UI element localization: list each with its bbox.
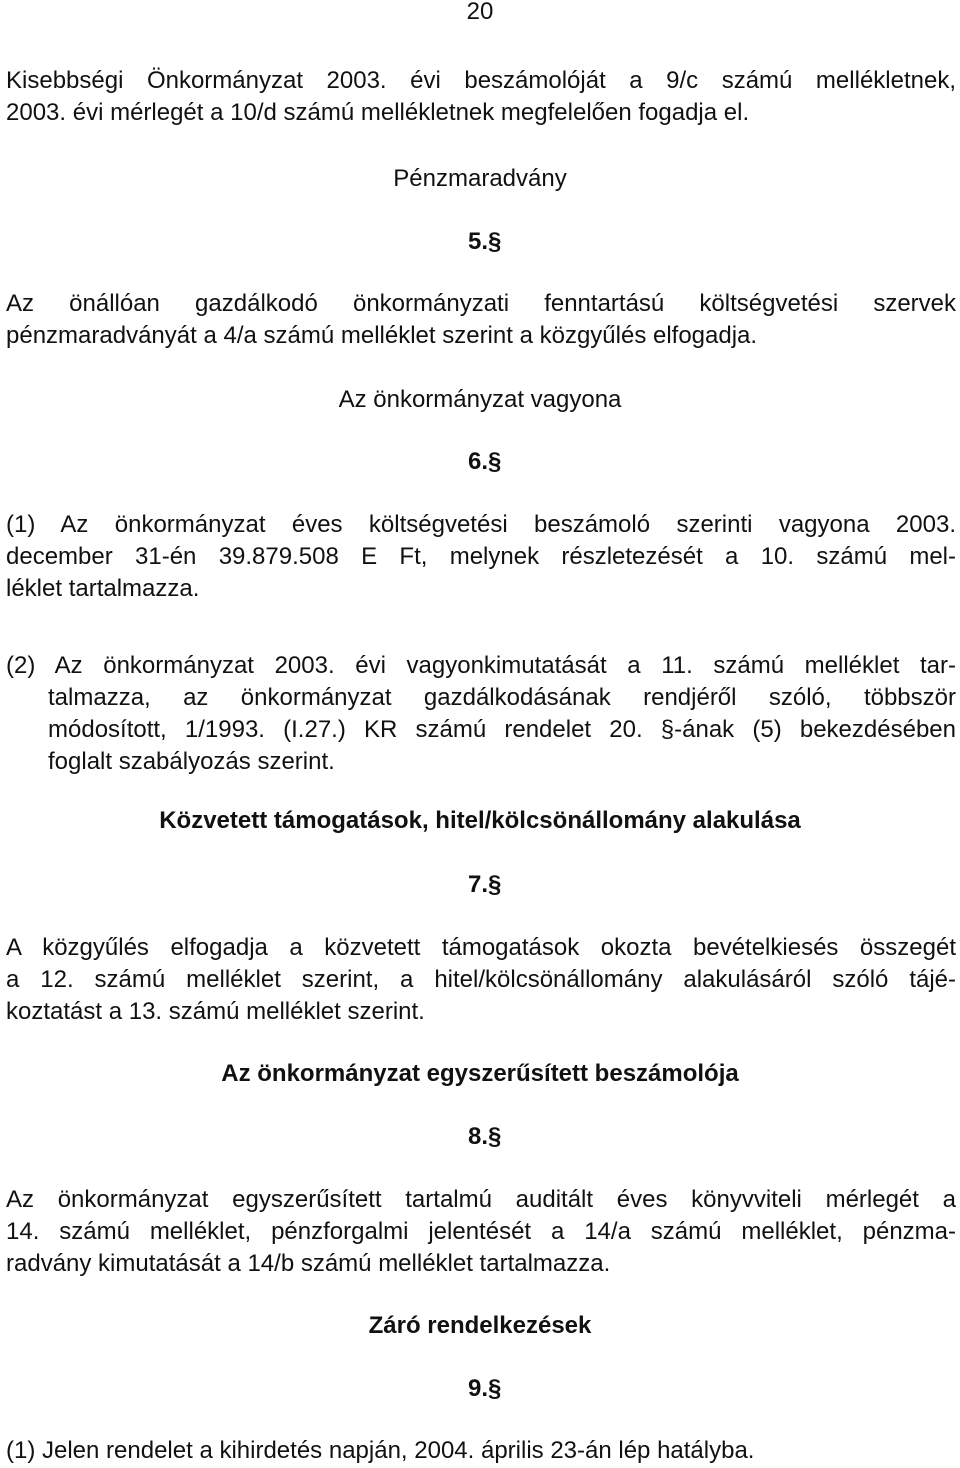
paragraph-line: pénzmaradványát a 4/a számú melléklet szerint a közgyűlés elfogadja. xyxy=(6,322,758,349)
paragraph-line: 14. számú melléklet, pénzforgalmi jelentését a 14/a számú melléklet, pénzma- xyxy=(6,1218,956,1245)
section-symbol: § xyxy=(488,1123,502,1150)
heading-egyszerusitett: Az önkormányzat egyszerűsített beszámolója xyxy=(221,1060,739,1087)
paragraph-line: radvány kimutatását a 14/b számú melléklet tartalmazza. xyxy=(6,1250,611,1277)
paragraph-line: léklet tartalmazza. xyxy=(6,575,200,602)
paragraph-line: (2) Az önkormányzat 2003. évi vagyonkimutatását a 11. számú melléklet tar- xyxy=(6,652,956,679)
paragraph-line: Az önkormányzat egyszerűsített tartalmú auditált éves könyvviteli mérlegét a xyxy=(6,1186,956,1213)
section-symbol: § xyxy=(488,871,502,898)
paragraph-line: talmazza, az önkormányzat gazdálkodásának rendjéről szóló, többször xyxy=(48,684,956,711)
section-8-number: 8.§ xyxy=(468,1123,502,1150)
heading-vagyon: Az önkormányzat vagyona xyxy=(338,386,622,413)
paragraph-kisebbsegi xyxy=(6,65,956,129)
section-9-number: 9.§ xyxy=(468,1375,502,1402)
paragraph-section-6-1 xyxy=(6,509,956,605)
section-6-number: 6.§ xyxy=(468,448,502,475)
paragraph-section-8 xyxy=(6,1184,956,1280)
paragraph-line: december 31-én 39.879.508 E Ft, melynek részletezését a 10. számú mel- xyxy=(6,543,956,570)
paragraph-line: (1) Az önkormányzat éves költségvetési beszámoló szerinti vagyona 2003. xyxy=(6,511,956,538)
paragraph-line: módosított, 1/1993. (I.27.) KR számú rendelet 20. §-ának (5) bekezdésében xyxy=(48,716,956,743)
heading-penzmaradvany: Pénzmaradvány xyxy=(393,165,567,192)
paragraph-line: 2003. évi mérlegét a 10/d számú mellékletnek megfelelően fogadja el. xyxy=(6,99,750,126)
section-symbol: § xyxy=(488,1375,502,1402)
paragraph-line: A közgyűlés elfogadja a közvetett támogatások okozta bevételkiesés összegét xyxy=(6,934,956,961)
paragraph-line: koztatást a 13. számú melléklet szerint. xyxy=(6,998,425,1025)
paragraph-line: (1) Jelen rendelet a kihirdetés napján, 2004. április 23-án lép hatályba. xyxy=(6,1437,755,1464)
paragraph-line: a 12. számú melléklet szerint, a hitel/kölcsönállomány alakulásáról szóló tájé- xyxy=(6,966,956,993)
heading-zaro: Záró rendelkezések xyxy=(368,1312,592,1339)
paragraph-section-5 xyxy=(6,288,956,352)
paragraph-hanging-indent xyxy=(6,682,956,778)
section-symbol: § xyxy=(488,228,502,255)
section-symbol: § xyxy=(488,448,502,475)
heading-kozvetett: Közvetett támogatások, hitel/kölcsönállomány alakulása xyxy=(159,807,801,834)
paragraph-line: Kisebbségi Önkormányzat 2003. évi beszámolóját a 9/c számú mellékletnek, xyxy=(6,67,956,94)
paragraph-section-7 xyxy=(6,932,956,1028)
section-5-number: 5.§ xyxy=(468,228,502,255)
paragraph-section-6-2 xyxy=(6,650,956,778)
section-7-number: 7.§ xyxy=(468,871,502,898)
paragraph-section-9 xyxy=(6,1435,956,1467)
paragraph-line: Az önállóan gazdálkodó önkormányzati fenntartású költségvetési szervek xyxy=(6,290,956,317)
paragraph-line: foglalt szabályozás szerint. xyxy=(48,748,335,775)
page-number: 20 xyxy=(466,0,494,25)
